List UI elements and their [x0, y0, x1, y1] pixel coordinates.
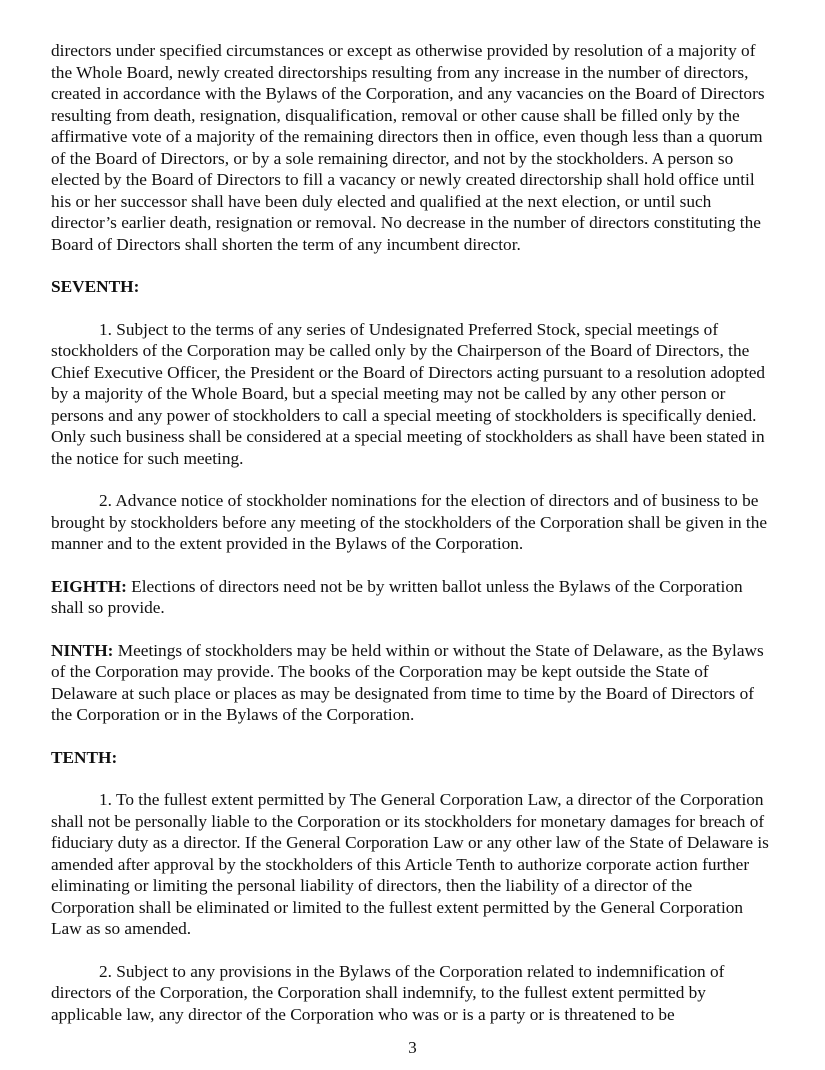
page-number: 3 [408, 1038, 417, 1057]
tenth-paragraph-1: 1. To the fullest extent permitted by The General Corporation Law, a director of the Corporation shall not be personally liable to the Corporation or its stockholders for monetary damages for breach of fiduciary duty as a director. If the General Corporation Law or any other law of the State of Delaware is amended after approval by the stockholders of this Article Tenth to authorize corporate action further eliminating or limiting the personal liability of directors, then the liability of a director of the Corporation shall be eliminated or limited to the fullest extent permitted by the General Corporation Law as so amended. [51, 790, 769, 938]
seventh-paragraph-2: 2. Advance notice of stockholder nominations for the election of directors and of business to be brought by stockholders before any meeting of the stockholders of the Corporation shall be given in the manner and to the extent provided in the Bylaws of the Corporation. [51, 491, 768, 553]
ninth-paragraph [51, 640, 769, 726]
eighth-paragraph [51, 576, 769, 619]
document-page [51, 40, 769, 1025]
ninth-text: Meetings of stockholders may be held within or without the State of Delaware, as the Bylaws of the Corporation may provide. The books of the Corporation may be kept outside the State of Delaware at such place or places as may be designated from time to time by the Board of Directors of the Corporation or in the Bylaws of the Corporation. [51, 640, 764, 724]
section-heading-ninth: NINTH: [51, 640, 114, 660]
seventh-paragraph-1: 1. Subject to the terms of any series of Undesignated Preferred Stock, special meetings of stockholders of the Corporation may be called only by the Chairperson of the Board of Directors, the Chief Executive Officer, the President or the Board of Directors acting pursuant to a resolution adopted by a majority of the Whole Board, but a special meeting may not be called by any other person or persons and any power of stockholders to call a special meeting of stockholders is specifically denied. Only such business shall be considered at a special meeting of stockholders as shall have been stated in the notice for such meeting. [51, 319, 766, 468]
section-heading-tenth: TENTH: [51, 747, 118, 767]
section-heading-seventh: SEVENTH: [51, 277, 140, 296]
tenth-paragraph-2: 2. Subject to any provisions in the Bylaws of the Corporation related to indemnification of directors of the Corporation, the Corporation shall indemnify, to the fullest extent permitted by applicable law, any director of the Corporation who was or is a party or is threatened to be [51, 961, 725, 1024]
eighth-text: Elections of directors need not be by written ballot unless the Bylaws of the Corporation shall so provide. [51, 576, 743, 617]
section-heading-eighth: EIGHTH: [51, 576, 127, 596]
continuation-paragraph: directors under specified circumstances or except as otherwise provided by resolution of a majority of the Whole Board, newly created directorships resulting from any increase in the number of directors, created in accordance with the Bylaws of the Corporation, and any vacancies on the Board of Directors resulting from death, resignation, disqualification, removal or other cause shall be filled only by the affirmative vote of a majority of the remaining directors then in office, even though less than a quorum of the Board of Directors, or by a sole remaining director, and not by the stockholders. A person so elected by the Board of Directors to fill a vacancy or newly created directorship shall hold office until his or her successor shall have been duly elected and qualified at the next election, or until such director’s earlier death, resignation or removal. No decrease in the number of directors constituting the Board of Directors shall shorten the term of any incumbent director. [51, 41, 765, 254]
